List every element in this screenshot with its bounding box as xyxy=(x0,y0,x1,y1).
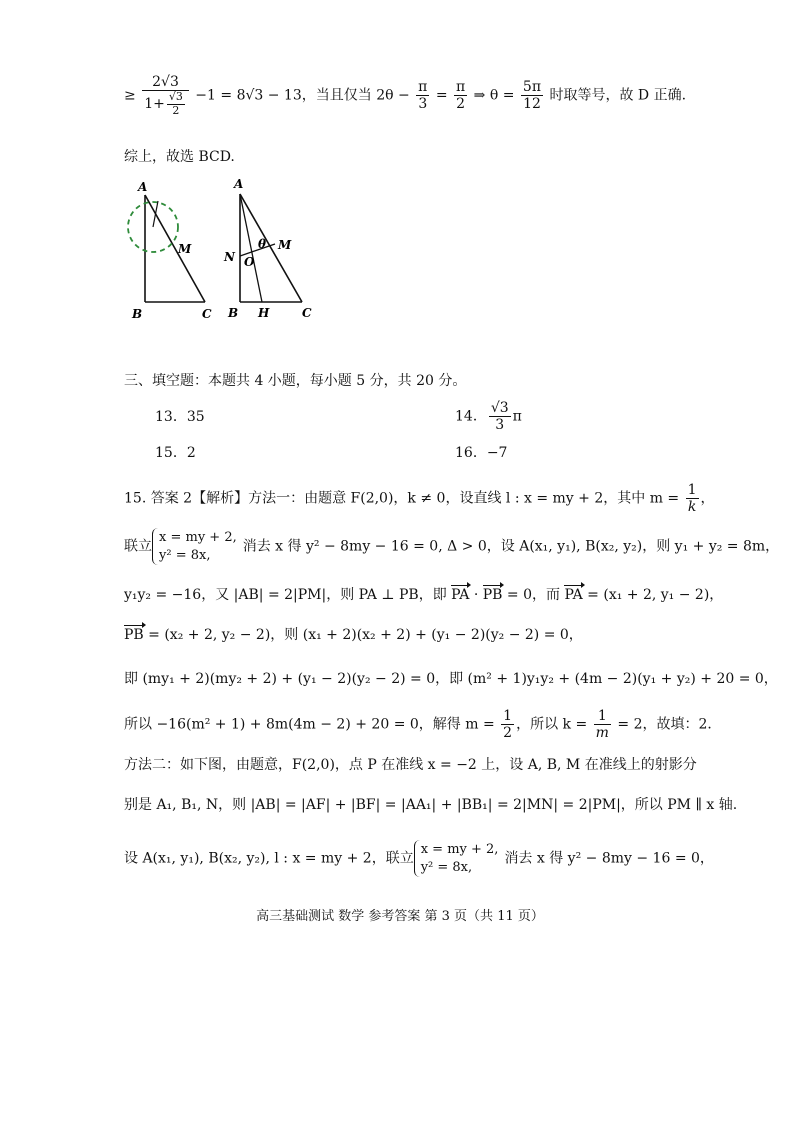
pi-num: π xyxy=(418,79,428,96)
fig2-label-A: A xyxy=(234,177,244,191)
arrow-theta: ⇒ θ = xyxy=(473,87,519,104)
figure-1 xyxy=(120,175,230,325)
answer-15: 15．2 xyxy=(155,445,196,461)
solution-line-2 xyxy=(124,528,779,565)
m-frac-num: 1 xyxy=(687,482,697,498)
sol-l3-mid: = 0，而 xyxy=(502,587,565,603)
inner-den: 2 xyxy=(172,103,180,117)
line1-equation xyxy=(124,74,686,117)
solution-line-6 xyxy=(124,708,721,741)
answer-14-label: 14． xyxy=(455,408,487,425)
page-footer: 高三基础测试 数学 参考答案 第 3 页（共 11 页） xyxy=(256,909,544,924)
sol-l6-tail: = 2，故填：2． xyxy=(612,716,722,733)
m-frac xyxy=(686,482,699,515)
fig1-label-B: B xyxy=(132,307,143,321)
fig2-AC xyxy=(240,194,302,302)
fig2-label-N: N xyxy=(224,250,235,264)
fig1-label-A: A xyxy=(138,180,148,194)
answer-16: 16．−7 xyxy=(455,445,508,461)
solution-line-3 xyxy=(124,588,723,602)
fivepi-num: 5π xyxy=(522,79,542,96)
fig2-label-M: M xyxy=(278,238,292,252)
three-den: 3 xyxy=(418,96,428,113)
solution-line-7: 方法二：如下图，由题意，F(2,0)，点 P 在准线 x = −2 上，设 A, B, M 在准线上的射影分 xyxy=(124,757,697,773)
sol-l6-text: 所以 −16(m² + 1) + 8m(4m − 2) + 20 = 0，解得 m = xyxy=(124,716,500,733)
solution-line-4 xyxy=(124,628,583,642)
answer-14 xyxy=(455,400,522,433)
sys1-eq2: y² = 8x, xyxy=(159,547,211,563)
sol-l2-text: 消去 x 得 y² − 8my − 16 = 0, Δ > 0，设 A(x₁, y₁), B(x₂, y₂)，则 y₁ + y₂ = 8m， xyxy=(242,538,780,555)
figure-2 xyxy=(222,172,332,324)
sol-l9-tail: 消去 x 得 y² − 8my − 16 = 0， xyxy=(504,850,714,867)
vec-PB-2: PB xyxy=(124,627,144,643)
two-den: 2 xyxy=(456,96,466,113)
m-frac-den: k xyxy=(687,499,697,516)
sol-l3-text: y₁y₂ = −16，又 |AB| = 2|PM|，则 PA ⊥ PB，即 xyxy=(124,587,452,603)
geq-sign: ≥ xyxy=(124,87,136,104)
q14-den: 3 xyxy=(495,417,505,434)
fig2-label-O: O xyxy=(244,255,255,269)
k-value-frac xyxy=(594,708,611,741)
fig2-label-H: H xyxy=(258,306,270,320)
q14-pi: π xyxy=(512,408,522,425)
big-fraction xyxy=(142,74,189,117)
fivepi-over-12 xyxy=(521,79,543,112)
vec-PA: PA xyxy=(451,587,470,603)
line1-mid: −1 = 8√3 − 13，当且仅当 2θ − xyxy=(195,87,415,104)
solution-line-1 xyxy=(124,482,715,515)
solution-line-9 xyxy=(124,840,714,877)
pi-num-2: π xyxy=(456,79,466,96)
fig2-label-theta: θ xyxy=(258,237,267,251)
twelve-den: 12 xyxy=(523,96,541,113)
answer-13: 13．35 xyxy=(155,409,205,425)
sys1-eq1: x = my + 2, xyxy=(159,530,237,545)
sol-l6-mid: ，所以 k = xyxy=(516,716,592,733)
kv-num: 1 xyxy=(594,708,611,725)
m-value-frac xyxy=(501,708,514,741)
vec-PA-2: PA xyxy=(564,587,583,603)
mv-num: 1 xyxy=(503,708,513,724)
vec-PB: PB xyxy=(482,587,503,603)
pi-over-3 xyxy=(416,79,429,112)
mv-den: 2 xyxy=(503,725,513,742)
inner-num: √3 xyxy=(168,90,183,104)
fig2-label-C: C xyxy=(302,306,312,320)
fig1-label-C: C xyxy=(202,307,212,321)
answer-14-frac xyxy=(489,400,511,433)
sys2-eq1: x = my + 2, xyxy=(420,842,499,857)
dot-op: · xyxy=(469,587,483,603)
fig1-AC xyxy=(145,195,205,302)
big-frac-num: 2√3 xyxy=(142,74,189,91)
solution-line-5: 即 (my₁ + 2)(my₂ + 2) + (y₁ − 2)(y₂ − 2) = 0，即 (m² + 1)y₁y₂ + (4m − 2)(y₁ + y₂) + 20 = 0， xyxy=(124,671,778,687)
pi-over-2 xyxy=(454,79,467,112)
q14-num: √3 xyxy=(490,400,509,416)
section-3-heading: 三、填空题：本题共 4 小题，每小题 5 分，共 20 分。 xyxy=(124,373,467,389)
sol-l3-tail: = (x₁ + 2, y₁ − 2)， xyxy=(582,587,724,603)
sol-l4-text: = (x₂ + 2, y₂ − 2)，则 (x₁ + 2)(x₂ + 2) + (y₁ − 2)(y₂ − 2) = 0， xyxy=(143,627,583,643)
sys2-eq2: y² = 8x, xyxy=(420,859,473,875)
sol-l9-text: 设 A(x₁, y₁), B(x₂, y₂), l : x = my + 2，联立 xyxy=(124,850,414,867)
sol-l1-tail: ， xyxy=(700,490,715,507)
system-1 xyxy=(152,528,239,565)
sol-l2-lead: 联立 xyxy=(124,538,152,555)
eq-sign: = xyxy=(435,87,453,104)
inner-fraction xyxy=(167,91,185,117)
system-2 xyxy=(414,840,501,877)
fig1-label-M: M xyxy=(178,242,192,256)
sol-l1-text: 15. 答案 2【解析】方法一：由题意 F(2,0)，k ≠ 0，设直线 l : x = my + 2，其中 m = xyxy=(124,490,684,507)
conclusion-line: 综上，故选 BCD. xyxy=(124,149,235,165)
fig2-label-B: B xyxy=(228,306,239,320)
kv-den: m xyxy=(595,725,609,742)
big-frac-den xyxy=(142,91,189,117)
fig1-radius xyxy=(153,201,158,227)
den-prefix: 1+ xyxy=(144,96,165,113)
line1-tail: 时取等号，故 D 正确. xyxy=(549,87,687,104)
solution-line-8: 别是 A₁, B₁, N，则 |AB| = |AF| + |BF| = |AA₁| + |BB₁| = 2|MN| = 2|PM|，所以 PM ∥ x 轴. xyxy=(124,797,738,813)
